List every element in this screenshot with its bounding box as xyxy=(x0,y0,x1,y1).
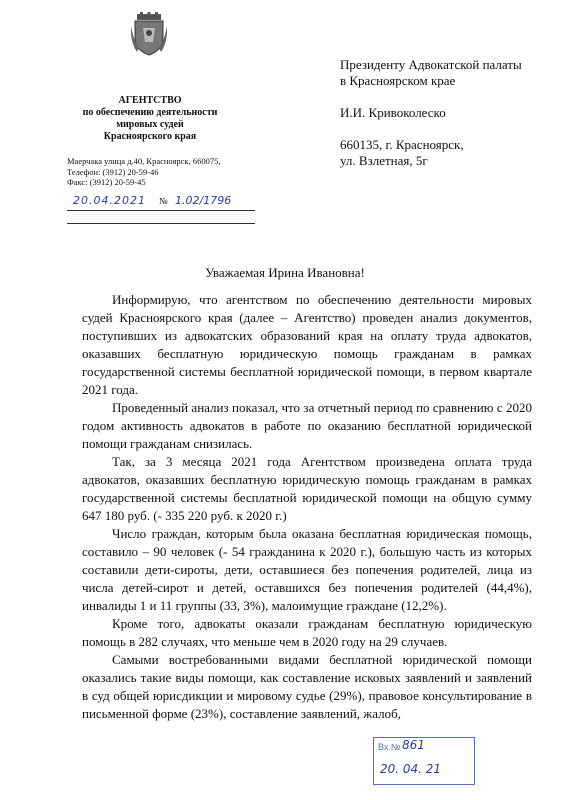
body-paragraph: Информирую, что агентством по обеспечению деятельности мировых судей Красноярского края (далее – Агентство) проведен анализ документов, поступивших из адвокатских образований края на оплату труда адвокатов, оказавших бесплатную юридическую помощь гражданам в рамках государственной системы бесплатной юридической помощи, в первом квартале 2021 года. xyxy=(82,292,532,397)
addressee-name: И.И. Кривоколеско xyxy=(340,105,446,120)
salutation: Уважаемая Ирина Ивановна! xyxy=(205,265,365,280)
addressee-title: в Красноярском крае xyxy=(340,73,456,88)
addressee-title: Президенту Адвокатской палаты xyxy=(340,57,522,72)
stamp-label: Вх.№ xyxy=(378,742,401,752)
agency-address: Маерчака улица д.40, Красноярск, 660075, xyxy=(67,156,221,166)
agency-fax: Факс: (3912) 20-59-45 xyxy=(67,177,146,187)
body-paragraph: Самыми востребованными видами бесплатной юридической помощи оказались такие виды помощи, как составление исковых заявлений и заявлений в суд общей юрисдикции и мировому судье (29%), правовое консультирование в письменной форме (23%), составление заявлений, жалоб, xyxy=(82,652,532,721)
agency-line: мировых судей xyxy=(116,119,184,130)
body-paragraph: Так, за 3 месяца 2021 года Агентством произведена оплата труда адвокатов, оказавших бесплатную юридическую помощь гражданам в рамках государственной системы бесплатной юридической помощи на общую сумму 647 180 руб. (- 335 220 руб. к 2020 г.) xyxy=(82,454,532,523)
agency-line: Красноярского края xyxy=(103,131,197,142)
addressee-block xyxy=(340,57,522,169)
body-paragraph: Проведенный анализ показал, что за отчетный период по сравнению с 2020 годом активность адвокатов в работе по оказанию бесплатной юридической помощи гражданам снизилась. xyxy=(82,400,532,451)
agency-line: АГЕНТСТВО xyxy=(118,95,182,106)
registration-number: 1.02/1796 xyxy=(175,194,232,207)
stamp-number: 861 xyxy=(402,738,425,752)
stamp-date: 20. 04. 21 xyxy=(380,762,442,776)
coat-of-arms-icon xyxy=(131,12,167,56)
letter-body xyxy=(82,291,532,723)
agency-contacts xyxy=(67,156,220,188)
body-paragraph: Число граждан, которым была оказана бесплатная юридическая помощь, составило – 90 человек (- 54 гражданина к 2020 г.), большую часть из которых составили дети-сироты, дети, оставшиеся без попечения родителей, лица из числа детей-сирот и детей, оставшихся без попечения родителей (44,4%), инвалиды 1 и 11 группы (33, 3%), малоимущие граждане (12,2%). xyxy=(82,526,532,613)
addressee-address: 660135, г. Красноярск, xyxy=(340,137,464,152)
registration-number-label: № xyxy=(159,196,168,206)
divider xyxy=(67,223,255,224)
body-paragraph: Кроме того, адвокаты оказали гражданам бесплатную юридическую помощь в 282 случаях, что меньше чем в 2020 году на 29 случаев. xyxy=(82,616,532,649)
registration-line xyxy=(67,196,255,211)
agency-name xyxy=(60,95,240,143)
agency-phone: Телефон: (3912) 20-59-46 xyxy=(67,166,159,177)
incoming-stamp xyxy=(373,737,475,785)
addressee-address: ул. Взлетная, 5г xyxy=(340,153,428,168)
registration-date: 20.04.2021 xyxy=(73,194,146,207)
agency-line: по обеспечению деятельности xyxy=(82,107,218,118)
